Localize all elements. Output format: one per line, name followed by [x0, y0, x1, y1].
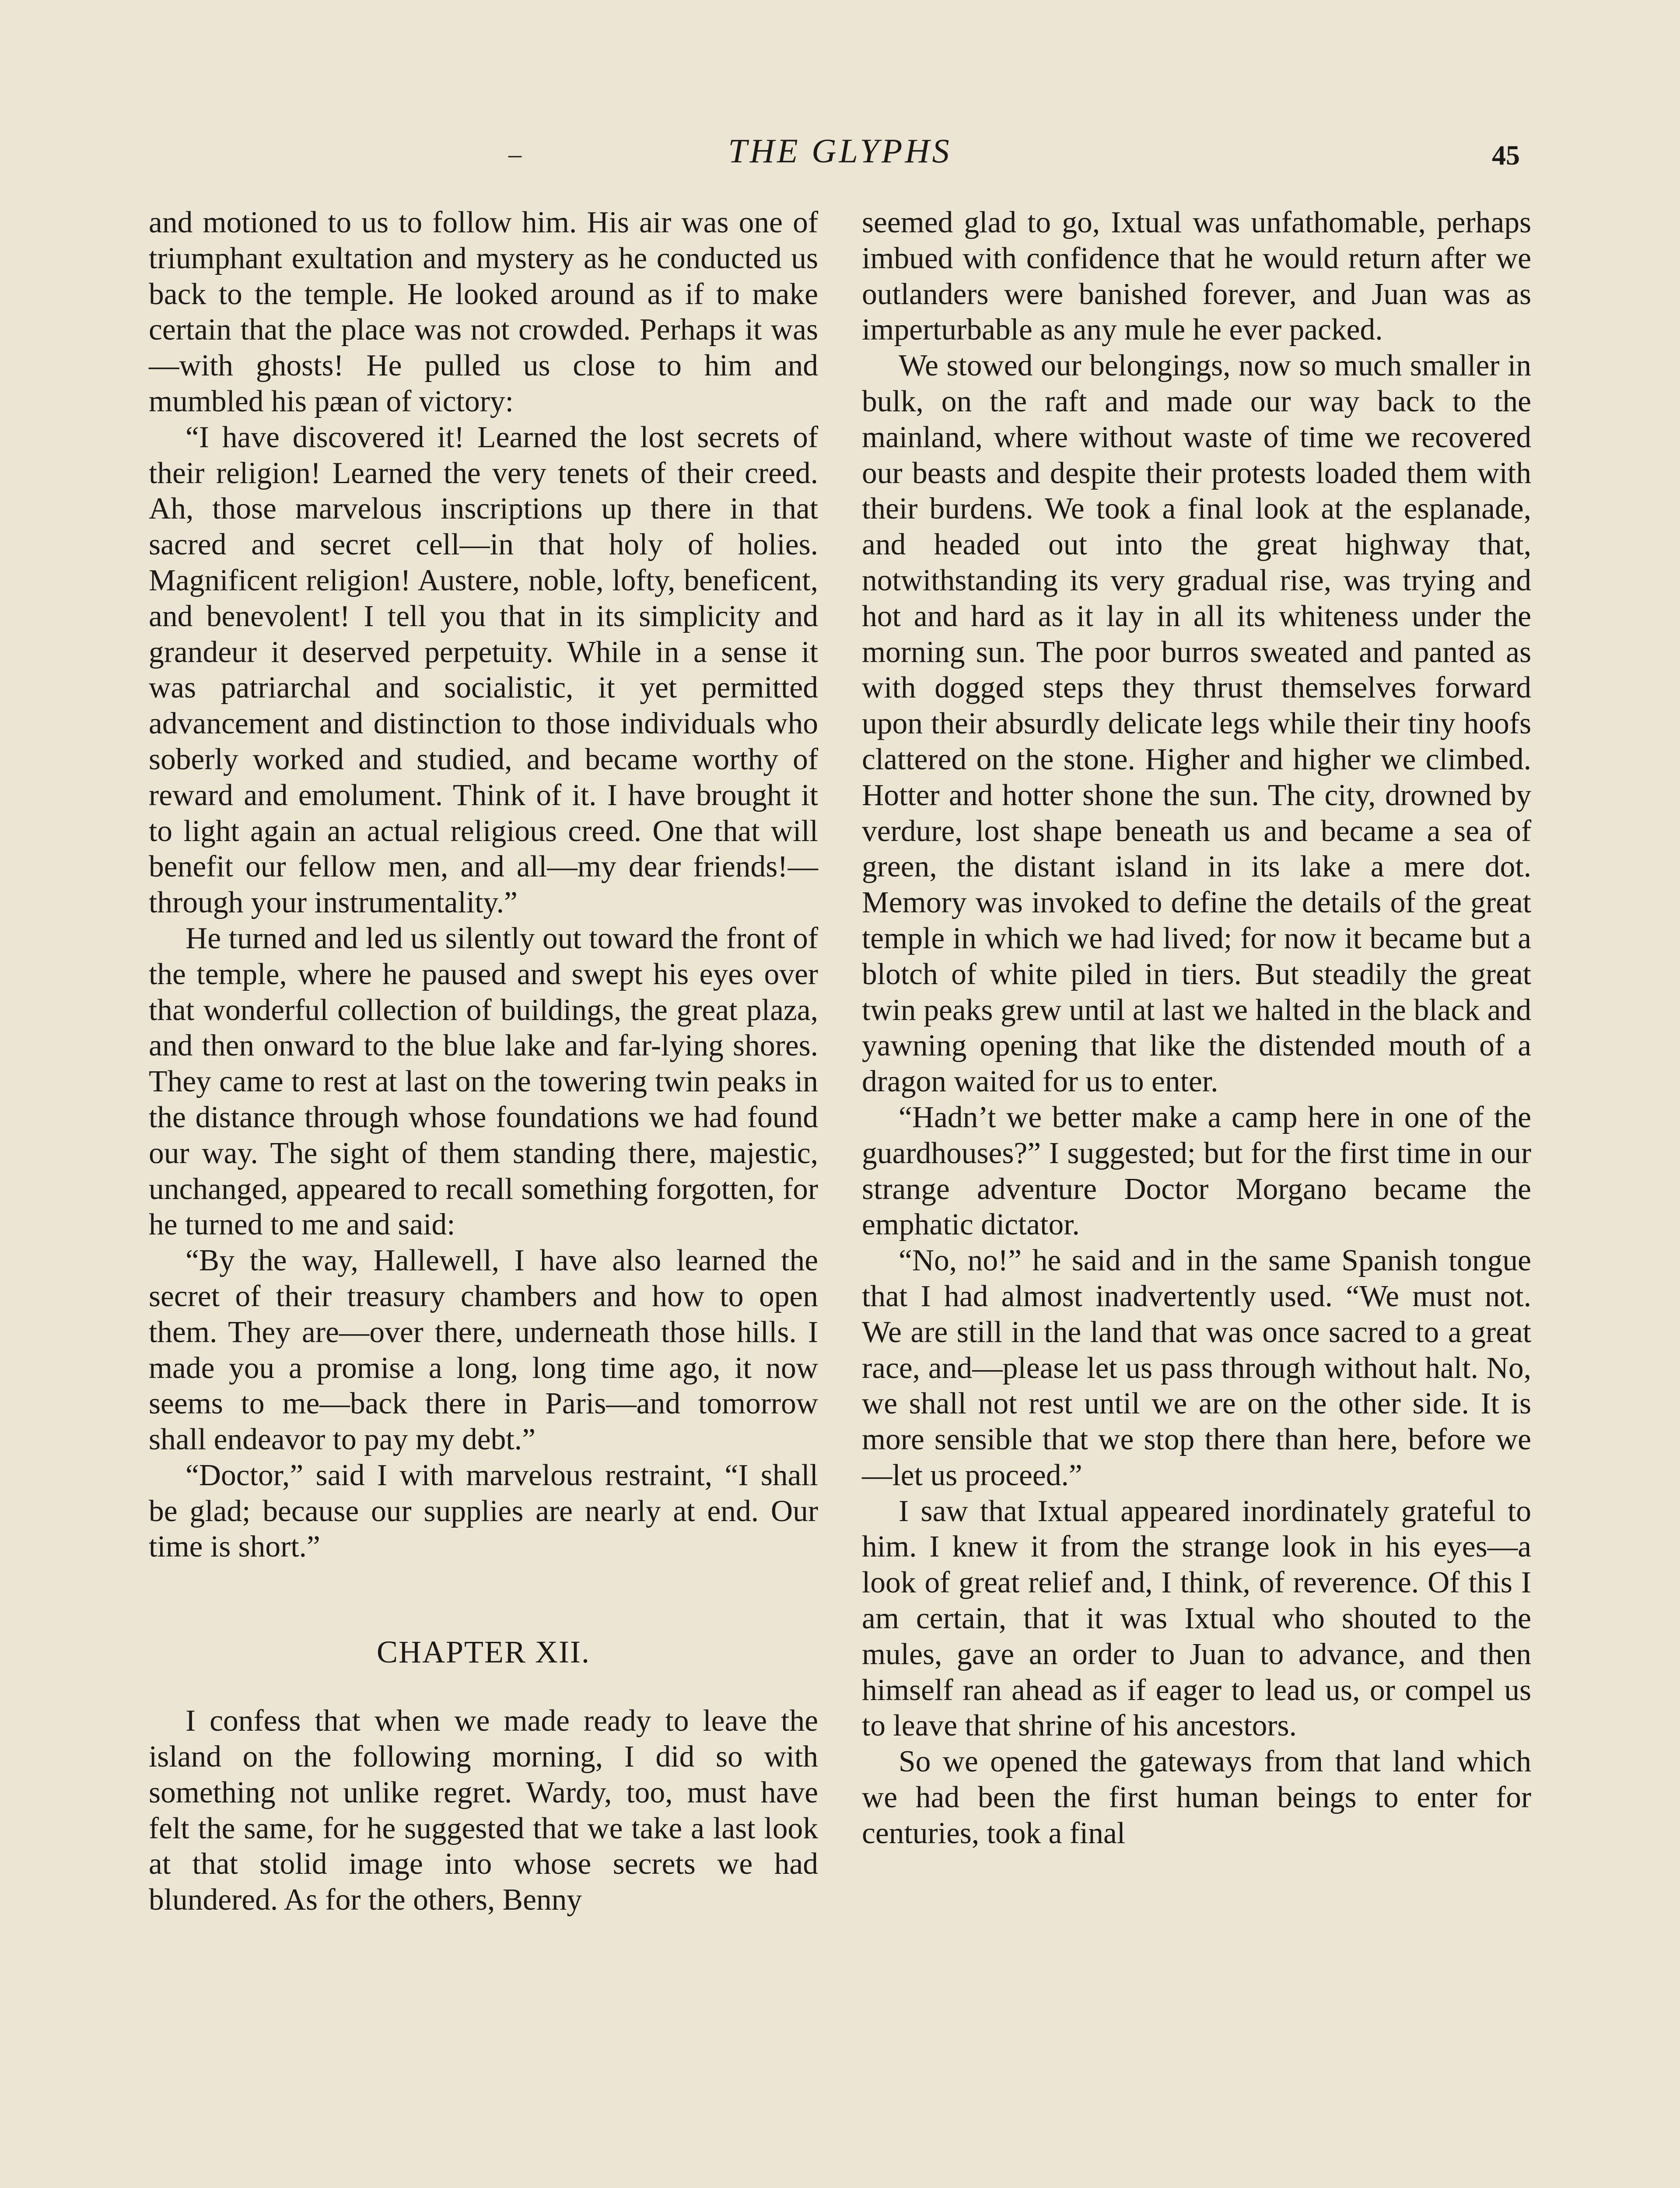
- paragraph: I saw that Ixtual appeared inordinately grateful to him. I knew it from the strange look in his eyes—a look of great relief and, I think, of reverence. Of this I am certain, that it was Ixtual who shouted to the mules, gave an order to Juan to advance, and then himself ran ahead as if eager to lead us, or compel us to leave that shrine of his ancestors.: [862, 1494, 1531, 1743]
- paragraph: and motioned to us to follow him. His air was one of triumphant exultation and mystery as he conducted us back to the temple. He looked around as if to make certain that the place was not crowded. Perhaps it was—with ghosts! He pulled us close to him and mumbled his pæan of victory:: [149, 206, 818, 418]
- paragraph: seemed glad to go, Ixtual was unfathomable, perhaps imbued with confidence that he would return after we outlanders were banished forever, and Juan was as imperturbable as any mule he ever packed.: [862, 206, 1531, 347]
- paragraph: “I have discovered it! Learned the lost secrets of their religion! Learned the very tenets of their creed. Ah, those marvelous inscriptions up there in that sacred and secret cell—in that holy of holies. Magnificent religion! Austere, noble, lofty, beneficent, and benevolent! I tell you that in its simplicity and grandeur it deserved perpetuity. While in a sense it was patriarchal and socialistic, it yet permitted advancement and distinction to those individuals who soberly worked and studied, and became worthy of reward and emolument. Think of it. I have brought it to light again an actual religious creed. One that will benefit our fellow men, and all—my dear friends!—through your instrumentality.”: [149, 420, 818, 920]
- paragraph: So we opened the gateways from that land which we had been the first human beings to enter for centuries, took a final: [862, 1745, 1531, 1850]
- paragraph: “No, no!” he said and in the same Spanish tongue that I had almost inadvertently used. “We must not. We are still in the land that was once sacred to a great race, and—please let us pass through without halt. No, we shall not rest until we are on the other side. It is more sensible that we stop there than here, before we—let us proceed.”: [862, 1244, 1531, 1492]
- paragraph: “Hadn’t we better make a camp here in one of the guardhouses?” I suggested; but for the first time in our strange adventure Doctor Morgano became the emphatic dictator.: [862, 1100, 1531, 1242]
- page-number: 45: [1492, 140, 1520, 171]
- paragraph: I confess that when we made ready to leave the island on the following morning, I did so with something not unlike regret. Wardy, too, must have felt the same, for he suggested that we take a last look at that stolid image into whose secrets we had blundered. As for the others, Benny: [149, 1704, 818, 1917]
- running-head-title: THE GLYPHS: [728, 132, 952, 170]
- right-column: [862, 205, 1531, 1851]
- paragraph: We stowed our belongings, now so much smaller in bulk, on the raft and made our way back to the mainland, where without waste of time we recovered our beasts and despite their protests loaded them with their burdens. We took a final look at the esplanade, and headed out into the great highway that, notwithstanding its very gradual rise, was trying and hot and hard as it lay in all its whiteness under the morning sun. The poor burros sweated and panted as with dogged steps they thrust themselves forward upon their absurdly delicate legs while their tiny hoofs clattered on the stone. Higher and higher we climbed. Hotter and hotter shone the sun. The city, drowned by verdure, lost shape beneath us and became a sea of green, the distant island in its lake a mere dot. Memory was invoked to define the details of the great temple in which we had lived; for now it became but a blotch of white piled in tiers. But steadily the great twin peaks grew until at last we halted in the black and yawning opening that like the distended mouth of a dragon waited for us to enter.: [862, 349, 1531, 1099]
- chapter-heading: CHAPTER XII.: [377, 1634, 590, 1670]
- paragraph: He turned and led us silently out toward the front of the temple, where he paused and swept his eyes over that wonderful collection of buildings, the great plaza, and then onward to the blue lake and far-lying shores. They came to rest at last on the towering twin peaks in the distance through whose foundations we had found our way. The sight of them standing there, majestic, unchanged, appeared to recall something forgotten, for he turned to me and said:: [149, 921, 818, 1242]
- header-dash: –: [508, 140, 522, 168]
- paragraph: “By the way, Hallewell, I have also learned the secret of their treasury chambers and how to open them. They are—over there, underneath those hills. I made you a promise a long, long time ago, it now seems to me—back there in Paris—and tomorrow shall endeavor to pay my debt.”: [149, 1244, 818, 1457]
- left-column: [149, 205, 818, 1918]
- paragraph: “Doctor,” said I with marvelous restraint, “I shall be glad; because our supplies are nearly at end. Our time is short.”: [149, 1458, 818, 1564]
